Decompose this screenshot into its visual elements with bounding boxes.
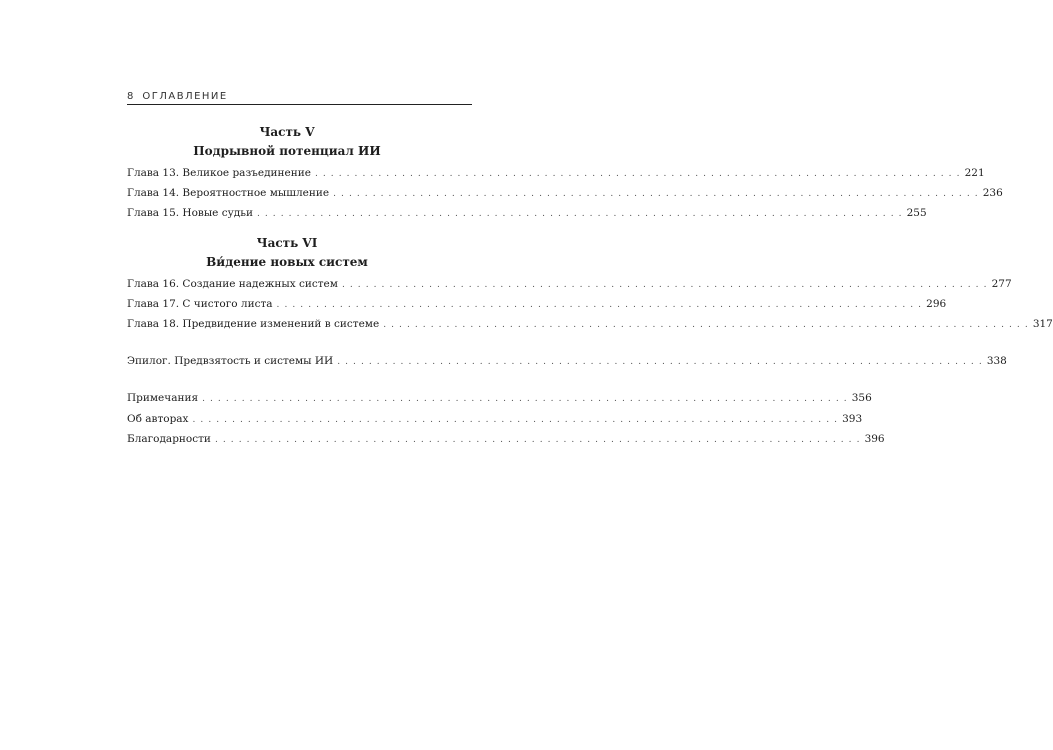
running-header [127, 88, 472, 105]
dot-leader: . . . . . . . . . . . . . . . . . . . . . . . . . . . . . . . . . . . . . . . . . . . . . . . . . . . . . . . . . . . . . . . . . . . . . . . . . . . . . . . . . . [192, 414, 839, 425]
part-section [127, 124, 1003, 225]
toc-entry-label: Об авторах [127, 412, 189, 425]
part-title: Часть V [259, 125, 315, 139]
toc-entry-page: 338 [986, 355, 1007, 368]
toc-entry-page: 356 [851, 392, 872, 405]
toc-entry-page: 396 [864, 432, 885, 445]
toc-entry-label: Глава 17. С чистого листа [127, 297, 273, 310]
dot-leader: . . . . . . . . . . . . . . . . . . . . . . . . . . . . . . . . . . . . . . . . . . . . . . . . . . . . . . . . . . . . . . . . . . . . . . . . . . . . . . . . . . [337, 357, 983, 368]
table-of-contents [127, 124, 1053, 450]
toc-entry[interactable] [127, 410, 863, 430]
part-section [127, 235, 1053, 336]
toc-entry-label: Глава 14. Вероятностное мышление [127, 187, 330, 200]
toc-entry[interactable] [127, 204, 927, 224]
toc-entry-page: 296 [926, 297, 947, 310]
toc-entry-page: 317 [1032, 318, 1053, 331]
toc-entry-label: Глава 13. Великое разъединение [127, 167, 311, 179]
toc-entry-label: Глава 15. Новые судьи [127, 207, 253, 220]
dot-leader: . . . . . . . . . . . . . . . . . . . . . . . . . . . . . . . . . . . . . . . . . . . . . . . . . . . . . . . . . . . . . . . . . . . . . . . . . . . . . . . . . . [383, 320, 1029, 331]
toc-entry-page: 393 [842, 412, 863, 425]
toc-entry[interactable] [127, 315, 1053, 335]
dot-leader: . . . . . . . . . . . . . . . . . . . . . . . . . . . . . . . . . . . . . . . . . . . . . . . . . . . . . . . . . . . . . . . . . . . . . . . . . . . . . . . . . . [202, 394, 848, 405]
toc-entry[interactable] [127, 295, 947, 315]
spacer [127, 335, 447, 352]
page-number: 8 [127, 91, 134, 102]
toc-entry-label: Глава 16. Создание надежных систем [127, 277, 338, 290]
toc-entry-page: 236 [982, 187, 1003, 200]
spacer [127, 372, 447, 389]
toc-entry-page: 221 [964, 167, 985, 179]
dot-leader: . . . . . . . . . . . . . . . . . . . . . . . . . . . . . . . . . . . . . . . . . . . . . . . . . . . . . . . . . . . . . . . . . . . . . . . . . . . . . . . . . . [341, 279, 988, 290]
toc-entry-label: Эпилог. Предвзятость и системы ИИ [127, 355, 334, 368]
toc-entry-epilogue[interactable] [127, 352, 1007, 372]
toc-entry-page: 255 [906, 207, 927, 220]
toc-entry-label: Глава 18. Предвидение изменений в системе [127, 318, 380, 331]
dot-leader: . . . . . . . . . . . . . . . . . . . . . . . . . . . . . . . . . . . . . . . . . . . . . . . . . . . . . . . . . . . . . . . . . . . . . . . . . . . . . . . . . . [314, 169, 961, 179]
toc-entry[interactable] [127, 275, 1012, 295]
toc-entry[interactable] [127, 389, 872, 409]
toc-entry-label: Примечания [127, 392, 199, 405]
dot-leader: . . . . . . . . . . . . . . . . . . . . . . . . . . . . . . . . . . . . . . . . . . . . . . . . . . . . . . . . . . . . . . . . . . . . . . . . . . . . . . . . . . [256, 209, 903, 220]
toc-entry[interactable] [127, 164, 985, 184]
part-subtitle: Подрывной потенциал ИИ [193, 144, 381, 158]
running-header-title: ОГЛАВЛЕНИЕ [142, 91, 228, 102]
dot-leader: . . . . . . . . . . . . . . . . . . . . . . . . . . . . . . . . . . . . . . . . . . . . . . . . . . . . . . . . . . . . . . . . . . . . . . . . . . . . . . . . . . [333, 189, 979, 200]
spacer [127, 225, 447, 235]
part-title: Часть VI [256, 235, 318, 250]
toc-entry-page: 277 [991, 277, 1012, 290]
dot-leader: . . . . . . . . . . . . . . . . . . . . . . . . . . . . . . . . . . . . . . . . . . . . . . . . . . . . . . . . . . . . . . . . . . . . . . . . . . . . . . . . . . [276, 299, 923, 310]
toc-entry[interactable] [127, 430, 885, 450]
toc-entry[interactable] [127, 184, 1003, 204]
dot-leader: . . . . . . . . . . . . . . . . . . . . . . . . . . . . . . . . . . . . . . . . . . . . . . . . . . . . . . . . . . . . . . . . . . . . . . . . . . . . . . . . . . [214, 434, 861, 445]
part-subtitle: Ви́дение новых систем [206, 254, 368, 269]
toc-entry-label: Благодарности [127, 432, 211, 445]
